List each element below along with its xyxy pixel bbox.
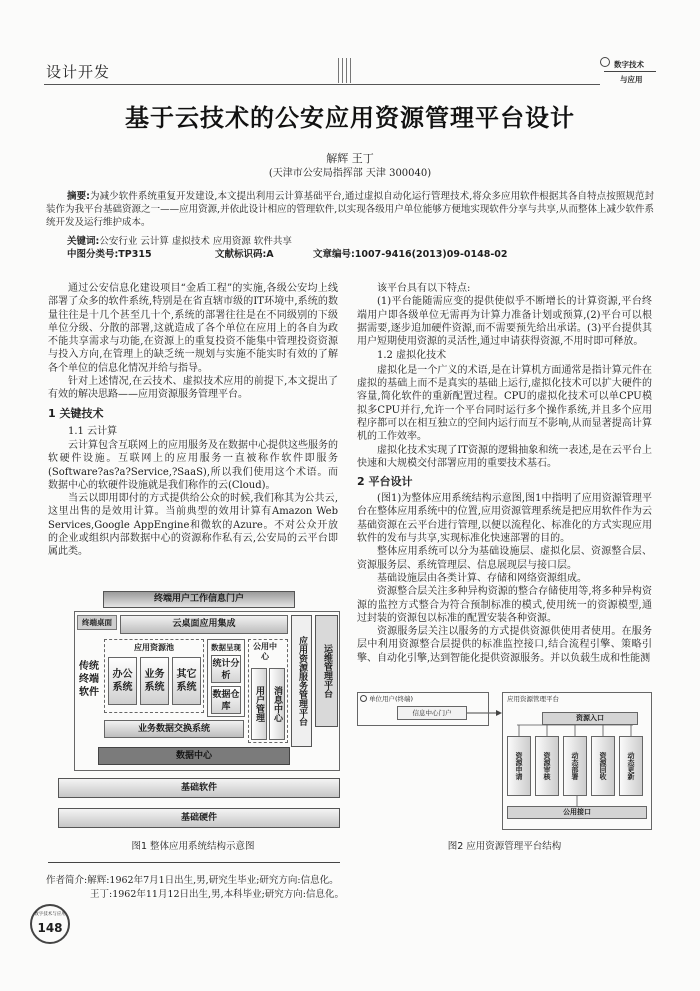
figure-1 bbox=[48, 588, 338, 852]
logo-text-bottom: 与应用 bbox=[620, 75, 643, 84]
figure-2-caption: 图2 应用资源管理平台结构 bbox=[447, 841, 562, 852]
paragraph: (1)平台能随需应变的提供使似乎不断增长的计算资源,平台终端用户即各级单位无需再为计算力准备计划或预算,(2)平台可以根据需要,逐步追加硬件资源,而不需要预先给出承诺。(3)平台提供其用户短期使用资源的灵活性,通过申请获得资源,不用时即可释放。 bbox=[357, 296, 652, 348]
fig1-other-system: 其它系统 bbox=[172, 657, 201, 705]
logo-text-top: 数字技术 bbox=[614, 60, 644, 69]
section-heading: 1 关键技术 bbox=[48, 406, 104, 420]
paragraph: 虚拟化是一个广义的术语,是在计算机方面通常是指计算元件在虚拟的基础上而不是真实的基础上运行,虚拟化技术可以扩大硬件的容量,简化软件的重新配置过程。CPU的虚拟化技术可以单CPU模拟多CPU并行,允许一个平台同时运行多个操作系统,并且多个应用程序都可以在相互独立的空间内运行而互不影响,从而显著提高计算机的工作效率。 bbox=[357, 364, 652, 443]
fig1-portal: 终端用户工作信息门户 bbox=[103, 591, 295, 608]
logo-divider bbox=[604, 71, 656, 72]
right-column bbox=[357, 282, 652, 852]
fig2-module: 资源审核 bbox=[535, 736, 559, 796]
fig1-cloud-desktop: 云桌面应用集成 bbox=[120, 615, 288, 634]
paragraph: 当云以即用即付的方式提供给公众的时候,我们称其为公共云,这里出售的是效用计算。当前典型的效用计算有Amazon Web Services,Google AppEngine和微软的Azure。不对公众开放的企业或组织内部数据中心的资源称作私有云,公安局的云平台即属此类。 bbox=[48, 493, 338, 558]
fig1-base-software: 基础软件 bbox=[58, 778, 340, 798]
fig1-data-presentation-title: 数据呈现 bbox=[211, 643, 241, 652]
fig2-platform-title: 应用资源管理平台 bbox=[507, 695, 559, 703]
fig1-resource-platform: 应用资源服务管理平台 bbox=[291, 615, 312, 747]
paragraph: (图1)为整体应用系统结构示意图,图1中指明了应用资源管理平台在整体应用系统中的位置,应用资源管理系统是把应用软件作为云基础资源在云平台进行管理,以便以流程化、标准化的方式实现应用软件的发布与共享,实现标准化快速部署的目的。 bbox=[357, 493, 652, 545]
abstract bbox=[46, 190, 654, 229]
header-divider-bar bbox=[338, 58, 343, 83]
fig2-module: 动态部署 bbox=[563, 736, 587, 796]
fig1-warehouse: 数据仓库 bbox=[211, 686, 241, 714]
figure-2 bbox=[357, 692, 652, 852]
paragraph: 该平台具有以下特点: bbox=[377, 283, 471, 294]
fig1-statistics: 统计分析 bbox=[211, 655, 241, 683]
authors: 解辉 王丁 bbox=[326, 152, 374, 165]
fig1-desktop: 终端桌面 bbox=[77, 615, 117, 630]
subsection-heading: 1.2 虚拟化技术 bbox=[377, 350, 447, 362]
paragraph: 资源整合层关注多种异构资源的整合存储使用等,将多种异构资源的监控方式整合为符合预制标准的模式,使用统一的资源模型,通过封装的资源包以标准的配置安装各种资源。 bbox=[357, 586, 652, 624]
footnote-rule bbox=[48, 862, 340, 863]
fig1-ops-platform: 运维管理平台 bbox=[315, 615, 338, 727]
fig2-module: 资源回收 bbox=[591, 736, 615, 796]
section-label: 设计开发 bbox=[46, 63, 111, 81]
fig1-office-system: 办公系统 bbox=[108, 657, 137, 705]
clc-number: 中图分类号:TP315 bbox=[67, 249, 152, 260]
paragraph: 针对上述情况,在云技术、虚拟技术应用的前提下,本文提出了有效的解决思路——应用资源服务管理平台。 bbox=[48, 376, 338, 401]
fig2-module: 资源申请 bbox=[507, 736, 531, 796]
fig1-business-system: 业务系统 bbox=[140, 657, 169, 705]
document-code: 文献标识码:A bbox=[215, 249, 274, 260]
fig1-public-center-title: 公用中心 bbox=[253, 642, 277, 661]
article-number: 文章编号:1007-9416(2013)09-0148-02 bbox=[313, 249, 508, 260]
fig1-base-hardware: 基础硬件 bbox=[58, 808, 340, 828]
author-bio: 作者简介:解辉:1962年7月1日出生,男,研究生毕业;研究方向:信息化。 bbox=[46, 875, 339, 886]
journal-logo bbox=[600, 57, 658, 87]
fig2-module: 动态更新 bbox=[619, 736, 643, 796]
fig2-public-api: 公用接口 bbox=[507, 806, 647, 819]
fig2-resource-entry: 资源入口 bbox=[542, 712, 638, 725]
paragraph: 资源服务层关注以服务的方式提供资源供使用者使用。在服务层中利用资源整合层提供的标准监控接口,结合流程引擎、策略引擎、自动化引擎,达到智能化提供资源服务。并以负载生成和性能测 bbox=[357, 626, 652, 664]
keywords-text: 公安行业 云计算 虚拟技术 应用资源 软件共享 bbox=[99, 236, 292, 247]
fig1-resource-pool-title: 应用资源池 bbox=[134, 643, 174, 652]
header-divider-bar bbox=[346, 58, 351, 83]
fig2-unit-user: 单位用户(终端) bbox=[369, 695, 414, 703]
article-title: 基于云技术的公安应用资源管理平台设计 bbox=[125, 104, 575, 132]
paragraph: 虚拟化技术实现了IT资源的逻辑抽象和统一表述,是在云平台上快速和大规模交付部署应用的重要技术基石。 bbox=[357, 444, 652, 469]
keywords bbox=[67, 233, 292, 247]
badge-logo-text: 数字技术与应用 bbox=[34, 912, 66, 917]
fig1-message-center: 消息中心 bbox=[269, 668, 285, 740]
paragraph: 通过公安信息化建设项目“金盾工程”的实施,各级公安均上线部署了众多的软件系统,特别是在省直辖市级的IT环境中,系统的数量往往是十几个甚至几十个,系统的部署往往是在不同级别的下级单位分级、分散的部署,这就造成了各个单位在应用上的各自为政不能共享需求与功能,在资源上的重复投资不能集中管理投资资源与投入方向,在管理上的缺乏统一规划与实施不能实时有效的了解各个单位的信息化情况并给与指导。 bbox=[48, 283, 338, 374]
fig2-info-portal: 信息中心门户 bbox=[397, 706, 467, 720]
author-bio: 王丁:1962年11月12日出生,男,本科毕业;研究方向:信息化。 bbox=[90, 889, 344, 900]
fig1-legacy-software: 传统终端软件 bbox=[79, 661, 99, 698]
paragraph: 整体应用系统可以分为基础设施层、虚拟化层、资源整合层、资源服务层、系统管理层、信息展现层与接口层。 bbox=[357, 546, 652, 571]
abstract-text: 为减少软件系统重复开发建设,本文提出利用云计算基础平台,通过虚拟自动化运行管理技术,将众多应用软件根据其各自特点按照规范封装作为我平台基础资源之一——应用资源,并依此设计相应的管理软件,以实现各级用户单位能够方便地实现软件分享与共享,从而整体上减少软件系统开发及运行维护成本。 bbox=[46, 191, 654, 228]
classification-row bbox=[67, 246, 508, 260]
abstract-label: 摘要: bbox=[67, 191, 90, 202]
figure-2-diagram bbox=[357, 692, 652, 832]
fig1-exchange-system: 业务数据交换系统 bbox=[104, 720, 244, 738]
figure-1-diagram bbox=[58, 588, 340, 832]
page-number-badge bbox=[30, 904, 70, 944]
user-icon bbox=[360, 695, 367, 702]
fig1-user-management: 用户管理 bbox=[251, 668, 267, 740]
affiliation: (天津市公安局指挥部 天津 300040) bbox=[268, 168, 432, 179]
paragraph: 云计算包含互联网上的应用服务及在数据中心提供这些服务的软硬件设施。互联网上的应用服务一直被称作软件即服务(Software?as?a?Service,?SaaS),所以我们使用这个术语。而数据中心的软硬件设施就是我们称作的云(Cloud)。 bbox=[48, 439, 338, 491]
keywords-label: 关键词: bbox=[67, 236, 100, 247]
fig1-data-center: 数据中心 bbox=[98, 747, 290, 765]
figure-1-caption: 图1 整体应用系统结构示意图 bbox=[131, 841, 255, 852]
section-heading: 2 平台设计 bbox=[357, 475, 413, 489]
subsection-heading: 1.1 云计算 bbox=[68, 425, 118, 437]
left-column bbox=[48, 282, 338, 852]
header-rule bbox=[44, 84, 600, 85]
logo-mark-icon bbox=[600, 57, 610, 67]
paragraph: 基础设施层由各类计算、存储和网络资源组成。 bbox=[377, 572, 587, 584]
page-number: 148 bbox=[37, 921, 63, 935]
